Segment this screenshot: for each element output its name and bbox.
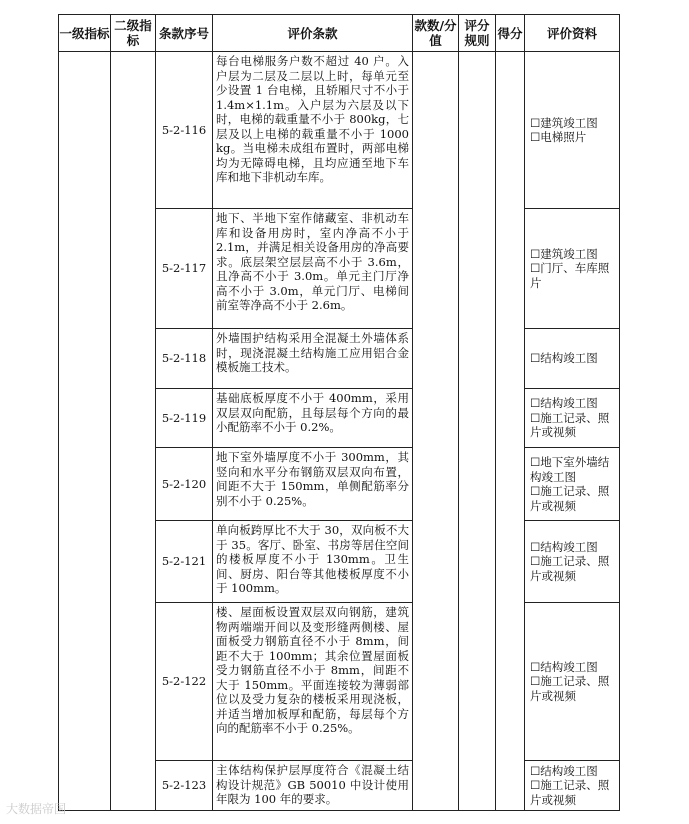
header-rule: 评分规则: [459, 15, 496, 52]
evidence-item: ☐施工记录、照片或视频: [530, 778, 610, 807]
evidence-docs: [525, 329, 620, 389]
evidence-item: ☐电梯照片: [530, 130, 587, 144]
header-row: [59, 15, 620, 52]
evidence-item: ☐施工记录、照片或视频: [530, 410, 610, 440]
clause-code: 5-2-123: [156, 761, 213, 811]
clause-code: 5-2-119: [156, 389, 213, 448]
watermark: 大数据帝国: [6, 802, 67, 816]
clause-text: 基础底板厚度不小于 400mm，采用双层双向配筋，且每层每个方向的最小配筋率不小于 0.2%。: [213, 389, 413, 448]
clause-text: 地下室外墙厚度不小于 300mm，其竖向和水平分布钢筋双层双向布置，间距不大于 150mm，单侧配筋率分别不小于 0.25%。: [213, 448, 413, 521]
clause-code: 5-2-122: [156, 603, 213, 761]
clause-text: 地下、半地下室作储藏室、非机动车库和设备用房时，室内净高不小于 2.1m，并满足相关设备用房的净高要求。底层架空层层高不小于 3.6m，且净高不小于 3.0m。单元主门厅净高不小于 3.0m，单元门厅、电梯间前室等净高不小于 2.6m。: [213, 209, 413, 329]
header-level1: 一级指标: [59, 15, 111, 52]
clause-text: 外墙围护结构采用全混凝土外墙体系时，现浇混凝土结构施工应用铝合金模板施工技术。: [213, 329, 413, 389]
evidence-item: ☐结构竣工图: [530, 396, 598, 411]
evidence-docs: [525, 448, 620, 521]
evidence-item: ☐施工记录、照片或视频: [530, 674, 610, 703]
clause-code: 5-2-118: [156, 329, 213, 389]
clause-text: 单向板跨厚比不大于 30，双向板不大于 35。客厅、卧室、书房等居住空间的楼板厚度不小于 130mm。卫生间、厨房、阳台等其他楼板厚度不小于 100mm。: [213, 521, 413, 603]
evidence-item: ☐施工记录、照片或视频: [530, 484, 610, 513]
level1-cell: [59, 52, 111, 811]
score-cell: [496, 52, 525, 811]
header-clause: 评价条款: [213, 15, 413, 52]
header-level2: 二级指标: [111, 15, 156, 52]
evidence-item: ☐结构竣工图: [530, 539, 598, 554]
evidence-docs: [525, 209, 620, 329]
evidence-item: ☐建筑竣工图: [530, 115, 598, 130]
clause-code: 5-2-120: [156, 448, 213, 521]
table-row: [59, 52, 620, 209]
evidence-item: ☐结构竣工图: [530, 351, 598, 366]
evidence-item: ☐建筑竣工图: [530, 246, 598, 261]
evidence-docs: [525, 603, 620, 761]
evidence-docs: [525, 389, 620, 448]
header-code: 条款序号: [156, 15, 213, 52]
level2-cell: [111, 52, 156, 811]
evidence-item: ☐结构竣工图: [530, 763, 598, 778]
rule-cell: [459, 52, 496, 811]
clause-text: 楼、屋面板设置双层双向钢筋，建筑物两端端开间以及变形缝两侧楼、屋面板受力钢筋直径不小于 8mm，间距不大于 100mm；其余位置屋面板受力钢筋直径不小于 8mm，间距不大于 150mm。平面连接较为薄弱部位以及受力复杂的楼板采用现浇板，并适当增加板厚和配筋，每层每个方向的配筋率不小于 0.25%。: [213, 603, 413, 761]
clause-code: 5-2-116: [156, 52, 213, 209]
clause-code: 5-2-121: [156, 521, 213, 603]
header-docs: 评价资料: [525, 15, 620, 52]
evidence-docs: [525, 761, 620, 811]
evidence-item: ☐结构竣工图: [530, 659, 598, 674]
evidence-item: ☐门厅、车库照片: [530, 261, 610, 290]
clause-text: 主体结构保护层厚度符合《混凝土结构设计规范》GB 50010 中设计使用年限为 100 年的要求。: [213, 761, 413, 811]
evidence-item: ☐地下室外墙结构竣工图: [530, 455, 610, 484]
evaluation-table: [58, 14, 620, 811]
clause-code: 5-2-117: [156, 209, 213, 329]
clause-text: 每台电梯服务户数不超过 40 户。入户层为二层及二层以上时，每单元至少设置 1 台电梯，且轿厢尺寸不小于 1.4m×1.1m。入户层为六层及以下时，电梯的载重量不小于 800kg，七层及以上电梯的载重量不小于 1000 kg。当电梯未成组布置时，两部电梯均为无障碍电梯，且均应通至地下车库和地下非机动车库。: [213, 52, 413, 209]
evidence-docs: [525, 521, 620, 603]
header-score: 得分: [496, 15, 525, 52]
count-cell: [413, 52, 459, 811]
evidence-item: ☐施工记录、照片或视频: [530, 554, 610, 583]
evidence-docs: [525, 52, 620, 209]
header-count: 款数/分值: [413, 15, 459, 52]
